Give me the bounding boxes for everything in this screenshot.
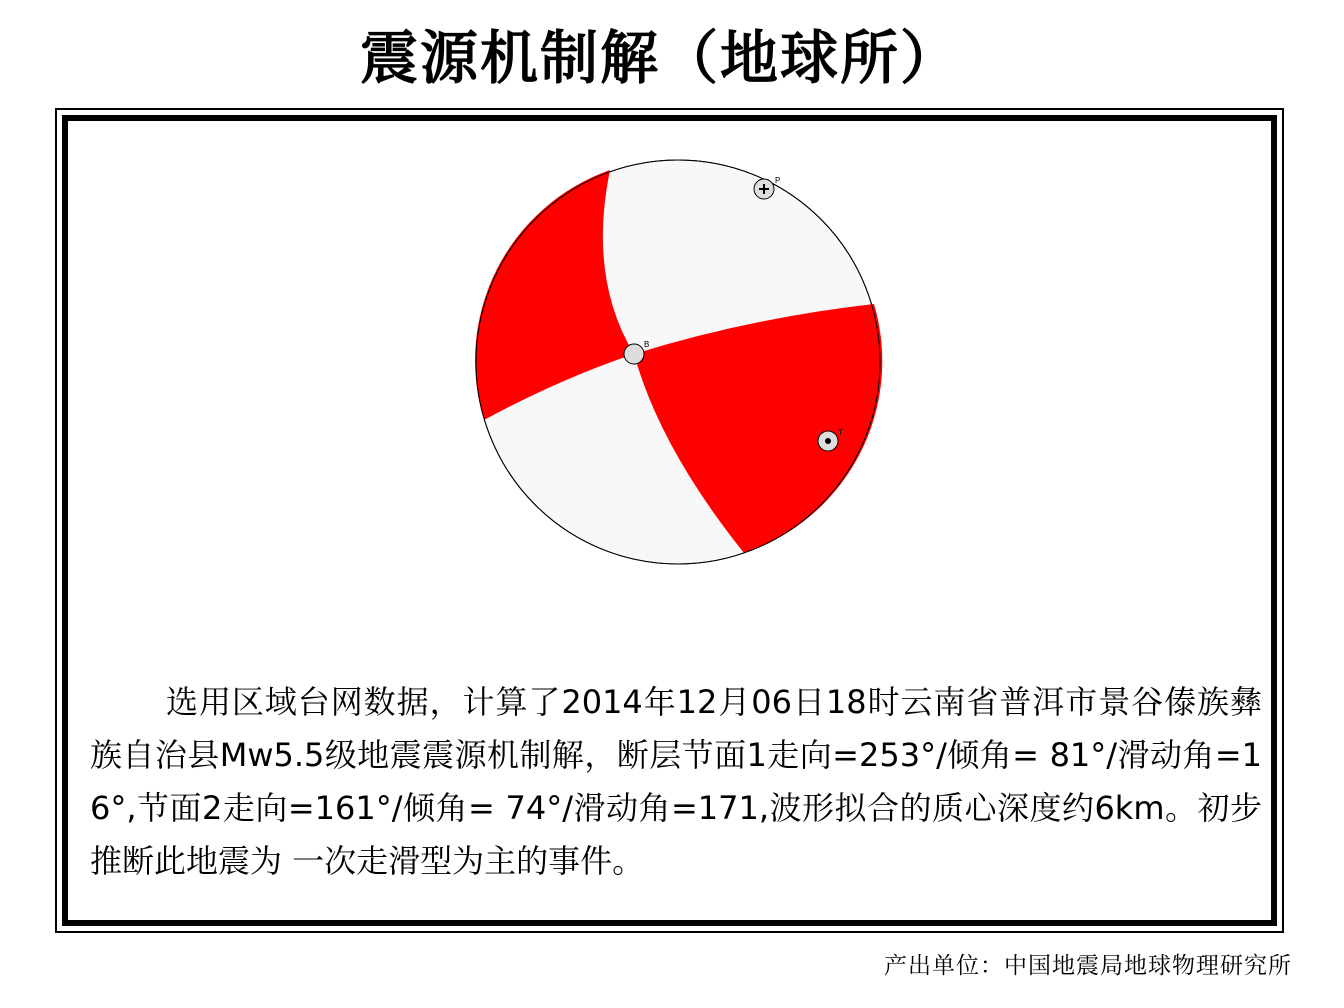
b-axis-label: B bbox=[644, 340, 650, 349]
beachball-diagram bbox=[470, 158, 890, 568]
p-axis-label: P bbox=[775, 176, 781, 185]
producer-credit: 产出单位：中国地震局地球物理研究所 bbox=[884, 953, 1292, 979]
mechanism-description: 选用区域台网数据，计算了2014年12月06日18时云南省普洱市景谷傣族彝族自治县Mw5.5级地震震源机制解，断层节面1走向=253°/倾角= 81°/滑动角=16°,节面2走向=161°/倾角= 74°/滑动角=171,波形拟合的质心深度约6km。初步推断此地震为 一次走滑型为主的事件。 bbox=[90, 683, 1262, 880]
page-title: 震源机制解（地球所） bbox=[359, 24, 960, 92]
t-axis-label: T bbox=[838, 428, 843, 437]
